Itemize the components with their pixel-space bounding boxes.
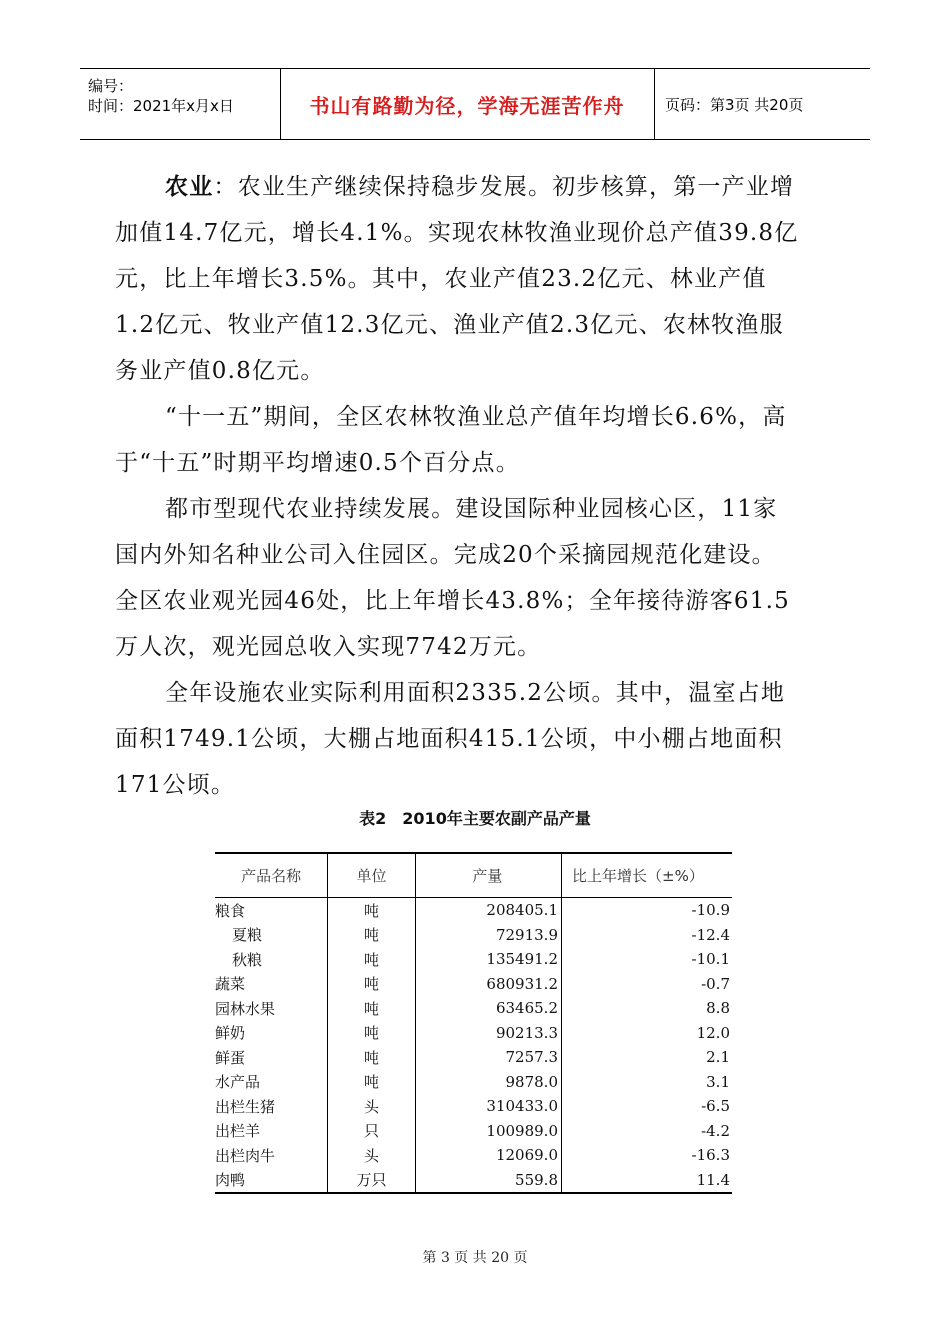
- header-meta-cell: [80, 69, 281, 139]
- time-label: 时间：2021年x月x日: [88, 97, 234, 115]
- table-row: [215, 1094, 732, 1119]
- cell-output: 310433.0: [415, 1094, 561, 1119]
- text-line: [115, 394, 835, 440]
- cell-change: -0.7: [562, 972, 733, 997]
- text-line: 万人次，观光园总收入实现7742万元。: [115, 634, 542, 660]
- table-row: [215, 1045, 732, 1070]
- cell-name: 粮食: [215, 901, 246, 920]
- text-span: 都市型现代农业持续发展。建设国际种业园核心区，11家: [165, 496, 778, 522]
- cell-change: -12.4: [562, 923, 733, 948]
- cell-name: 蔬菜: [215, 975, 246, 994]
- page-footer: 第 3 页 共 20 页: [422, 1250, 528, 1266]
- cell-change: 8.8: [562, 996, 733, 1021]
- cell-unit: 吨: [328, 1021, 415, 1046]
- cell-change: -10.9: [562, 898, 733, 923]
- text-line: 171公顷。: [115, 772, 236, 798]
- text-line: 于“十五”时期平均增速0.5个百分点。: [115, 450, 520, 476]
- products-table: [215, 852, 732, 1194]
- paragraph-eleventh-plan: [115, 394, 835, 486]
- text-line: 全区农业观光园46处，比上年增长43.8%；全年接待游客61.5: [115, 588, 790, 614]
- text-line: 务业产值0.8亿元。: [115, 358, 325, 384]
- header-unit: 单位: [328, 853, 415, 898]
- cell-unit: 头: [328, 1143, 415, 1168]
- header-motto-cell: [280, 69, 655, 139]
- cell-output: 208405.1: [415, 898, 561, 923]
- cell-unit: 吨: [328, 1045, 415, 1070]
- header-change: 比上年增长（±%）: [562, 853, 733, 898]
- text-span: ：农业生产继续保持稳步发展。初步核算，第一产业增: [213, 174, 795, 200]
- table-row: [215, 1119, 732, 1144]
- cell-output: 9878.0: [415, 1070, 561, 1095]
- table-row: [215, 972, 732, 997]
- cell-change: 2.1: [562, 1045, 733, 1070]
- cell-output: 135491.2: [415, 947, 561, 972]
- header-page-code: 页码：第3页 共20页: [665, 95, 804, 114]
- cell-change: -6.5: [562, 1094, 733, 1119]
- text-line: 国内外知名种业公司入住园区。完成20个采摘园规范化建设。: [115, 542, 776, 568]
- cell-unit: 吨: [328, 898, 415, 923]
- table-header-row: [215, 853, 732, 898]
- cell-change: -16.3: [562, 1143, 733, 1168]
- cell-unit: 只: [328, 1119, 415, 1144]
- cell-unit: 吨: [328, 972, 415, 997]
- header-output: 产量: [415, 853, 561, 898]
- cell-unit: 吨: [328, 947, 415, 972]
- cell-output: 90213.3: [415, 1021, 561, 1046]
- cell-name: 肉鸭: [215, 1168, 328, 1194]
- cell-change: 11.4: [562, 1168, 733, 1194]
- paragraph-lead: 农业: [165, 173, 214, 200]
- cell-unit: 头: [328, 1094, 415, 1119]
- cell-change: 3.1: [562, 1070, 733, 1095]
- cell-name: 水产品: [215, 1073, 261, 1092]
- cell-output: 559.8: [415, 1168, 561, 1194]
- cell-change: 12.0: [562, 1021, 733, 1046]
- number-label: 编号：: [88, 77, 134, 95]
- text-line: [115, 164, 835, 210]
- cell-unit: 吨: [328, 996, 415, 1021]
- cell-unit: 万只: [328, 1168, 415, 1194]
- text-line: 1.2亿元、牧业产值12.3亿元、渔业产值2.3亿元、农林牧渔服: [115, 312, 784, 338]
- cell-name: 秋粮: [232, 950, 263, 969]
- cell-name: 出栏生猪: [215, 1097, 276, 1116]
- header-product-name: 产品名称: [215, 853, 328, 898]
- cell-output: 72913.9: [415, 923, 561, 948]
- header-motto: 书山有路勤为径，学海无涯苦作舟: [309, 93, 625, 118]
- cell-output: 680931.2: [415, 972, 561, 997]
- cell-name: 鲜奶: [215, 1024, 246, 1043]
- text-line: [115, 670, 835, 716]
- table-row: [215, 1143, 732, 1168]
- table-caption: 表2 2010年主要农副产品产量: [359, 809, 591, 828]
- cell-name: 夏粮: [232, 926, 263, 945]
- cell-change: -4.2: [562, 1119, 733, 1144]
- text-line: 加值14.7亿元，增长4.1%。实现农林牧渔业现价总产值39.8亿: [115, 220, 799, 246]
- paragraph-facility-agriculture: [115, 670, 835, 808]
- cell-change: -10.1: [562, 947, 733, 972]
- table-row: [215, 1168, 732, 1194]
- cell-output: 7257.3: [415, 1045, 561, 1070]
- cell-unit: 吨: [328, 923, 415, 948]
- table-row: [215, 996, 732, 1021]
- cell-unit: 吨: [328, 1070, 415, 1095]
- cell-name: 园林水果: [215, 999, 276, 1018]
- table-row: [215, 947, 732, 972]
- table-row: [215, 1021, 732, 1046]
- text-line: [115, 486, 835, 532]
- cell-output: 12069.0: [415, 1143, 561, 1168]
- text-line: 面积1749.1公顷，大棚占地面积415.1公顷，中小棚占地面积: [115, 726, 783, 752]
- text-line: 元，比上年增长3.5%。其中，农业产值23.2亿元、林业产值: [115, 266, 767, 292]
- text-span: “十一五”期间，全区农林牧渔业总产值年均增长6.6%，高: [165, 404, 787, 430]
- paragraph-urban-agriculture: [115, 486, 835, 670]
- table-row: [215, 1070, 732, 1095]
- cell-name: 鲜蛋: [215, 1048, 246, 1067]
- cell-output: 100989.0: [415, 1119, 561, 1144]
- text-span: 全年设施农业实际利用面积2335.2公顷。其中，温室占地: [165, 680, 786, 706]
- cell-name: 出栏肉牛: [215, 1146, 276, 1165]
- paragraph-agriculture: [115, 164, 835, 394]
- header-page-cell: [655, 69, 870, 139]
- document-header: [80, 68, 870, 140]
- cell-name: 出栏羊: [215, 1122, 261, 1141]
- table-row: [215, 898, 732, 923]
- table-row: [215, 923, 732, 948]
- cell-output: 63465.2: [415, 996, 561, 1021]
